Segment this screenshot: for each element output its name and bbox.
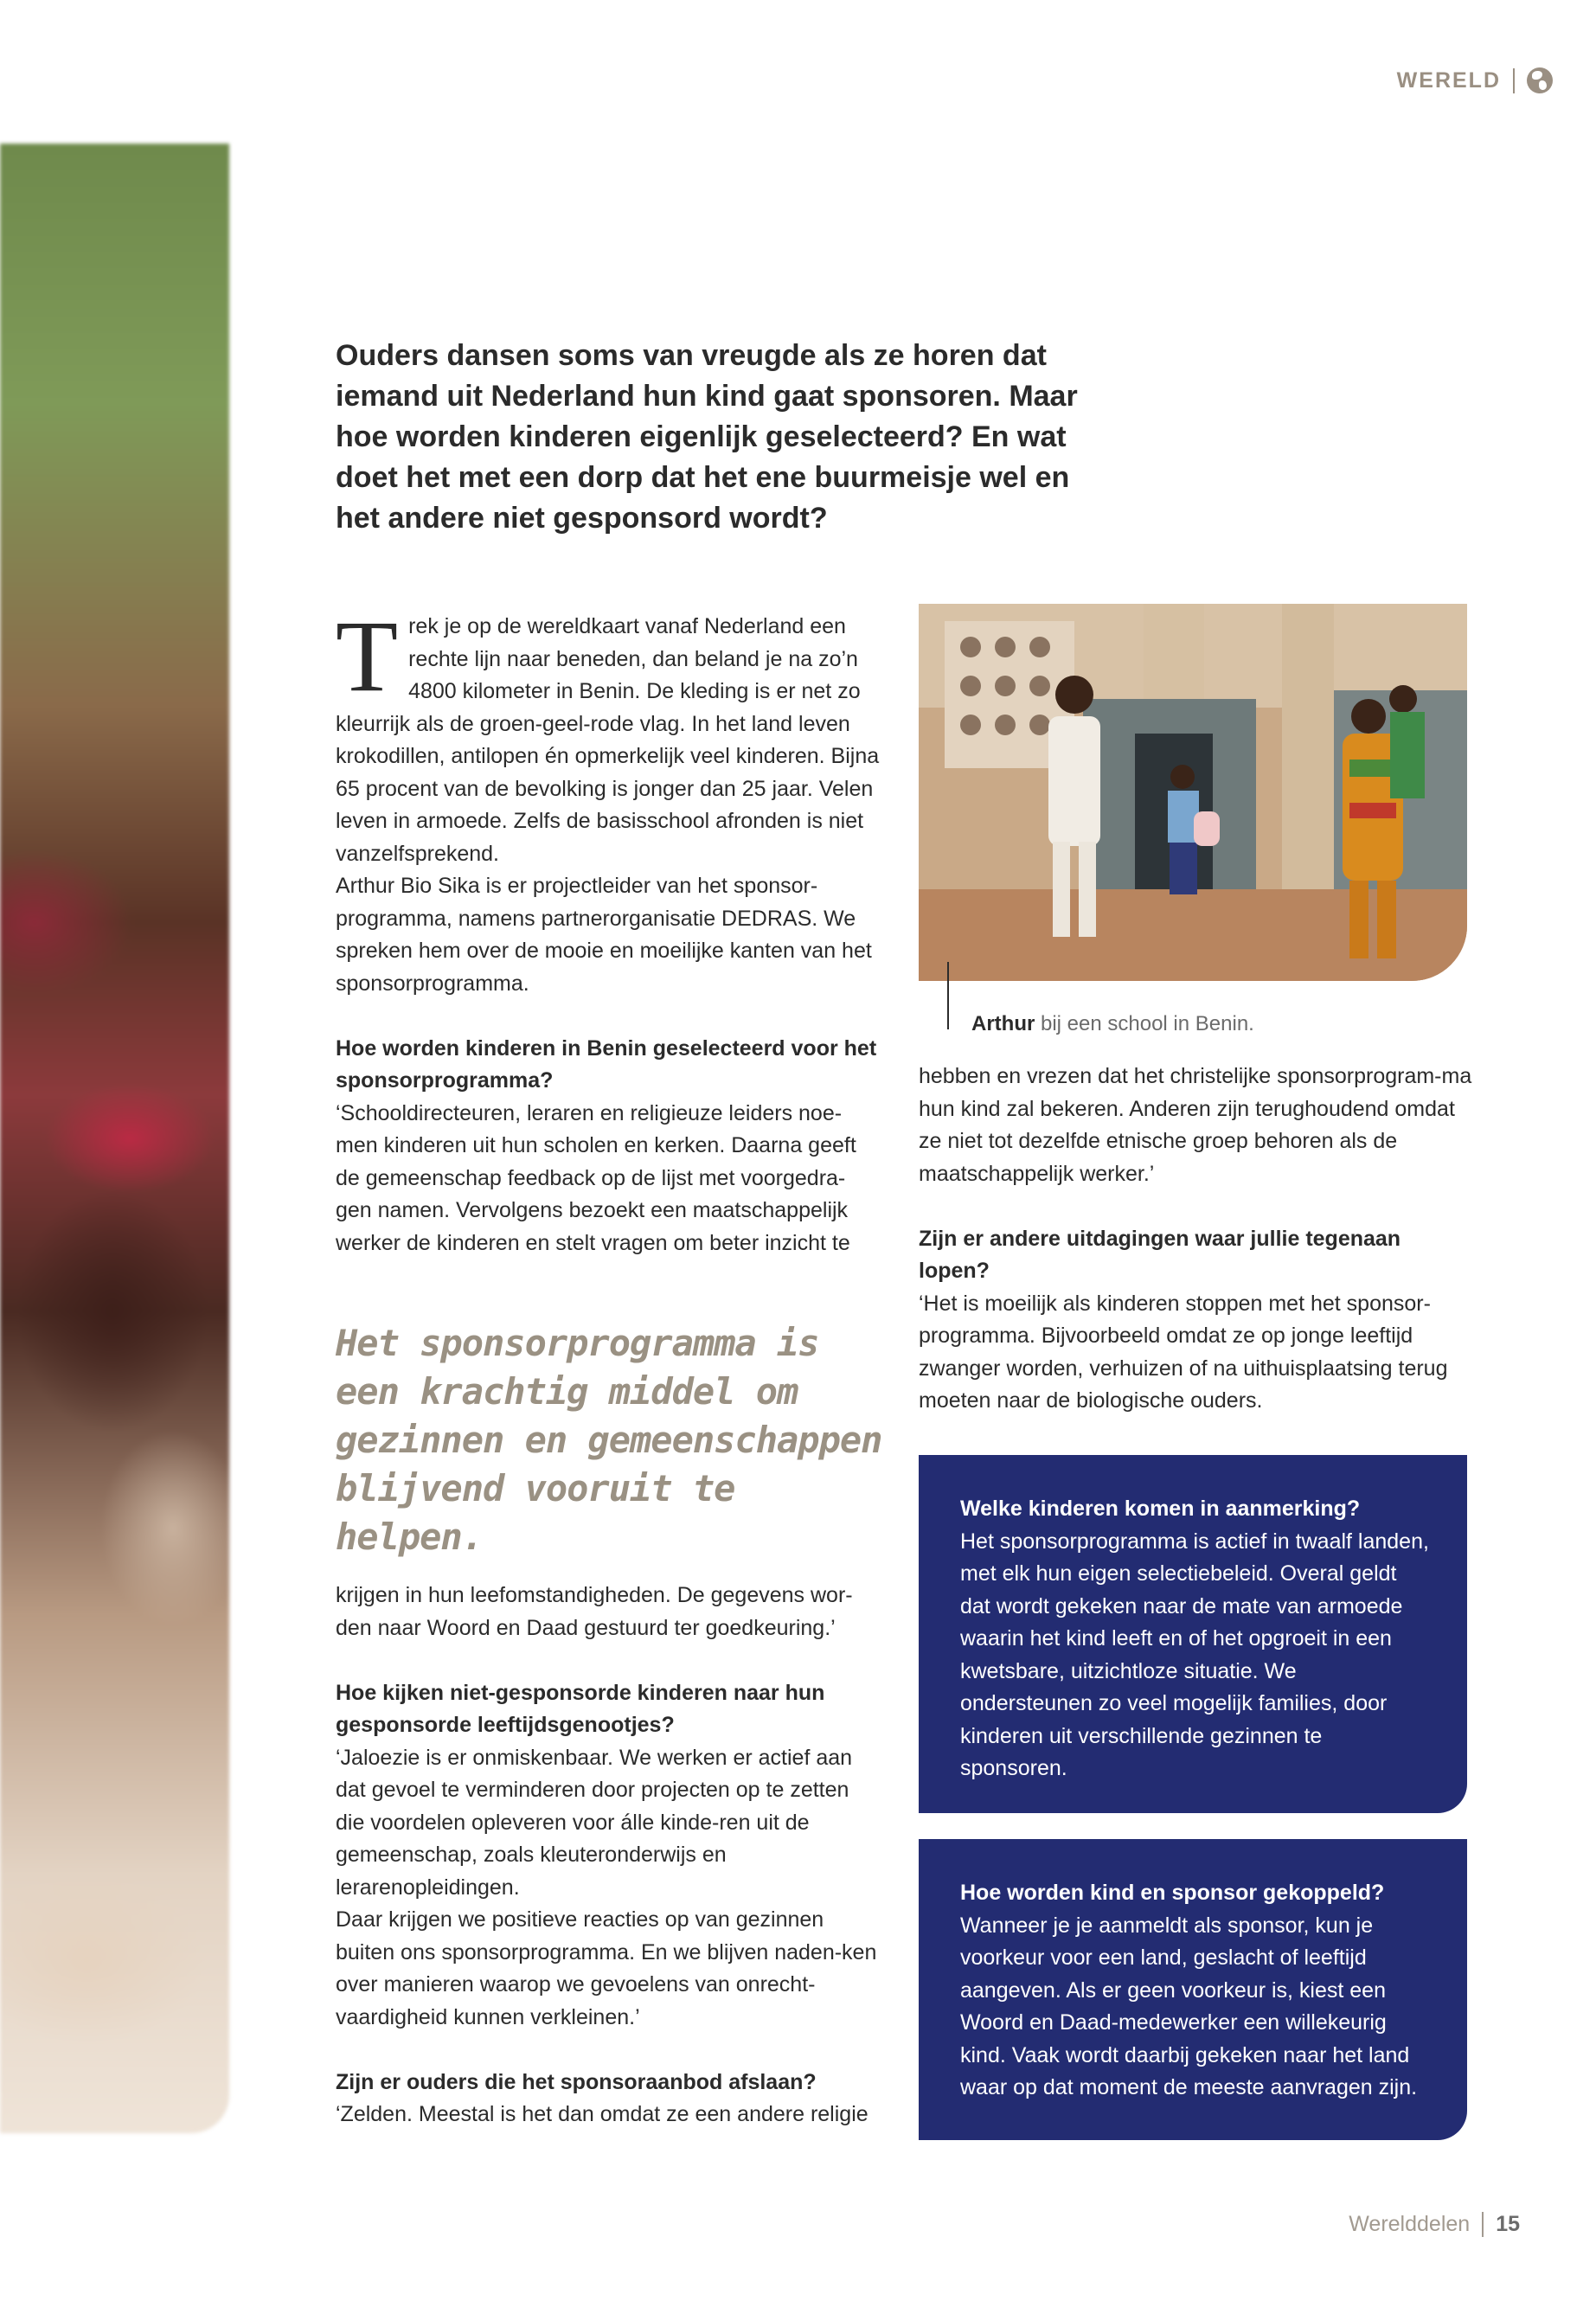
answer-3-continued: hebben en vrezen dat het christelijke sponsorprogram-ma hun kind zal bekeren. Anderen zijn terughoudend omdat ze niet tot dezelfde etnische groep behoren als de maatschappelijk werker.’ [919, 1064, 1472, 1186]
answer-1: ‘Schooldirecteuren, leraren en religieuze leiders noe-men kinderen uit hun scholen en kerken. Daarna geeft de gemeenschap feedback op de lijst met voorgedra-gen namen. Vervolgens bezoekt een maatschappelijk werker de kinderen en stelt vragen om beter inzicht te [336, 1100, 856, 1255]
info-box-eligibility-title: Welke kinderen komen in aanmerking? [960, 1497, 1361, 1521]
photo-caption: Arthur bij een school in Benin. [971, 1012, 1254, 1035]
school-photo-illustration [919, 604, 1467, 981]
page-number: 15 [1496, 2212, 1520, 2236]
footer-label: Werelddelen [1349, 2212, 1484, 2237]
section-label: WERELD [1397, 68, 1515, 93]
intro-lead: Ouders dansen soms van vreugde als ze horen dat iemand uit Nederland hun kind gaat sponsoren. Maar hoe worden kinderen eigenlijk geselecteerd? En wat doet het met een dorp dat het ene buurmeisje wel en het andere niet gesponsord wordt? [336, 339, 1078, 535]
question-3: Zijn er ouders die het sponsoraanbod afslaan? [336, 2069, 817, 2094]
page-header [1397, 67, 1553, 93]
pull-quote: Het sponsorprogramma is een krachtig middel om gezinnen en gemeenschappen blijvend vooruit te helpen. [336, 1322, 882, 1558]
opening-paragraph: Trek je op de wereldkaart vanaf Nederland een rechte lijn naar beneden, dan beland je na zo’n 4800 kilometer in Benin. De kleding is er net zo kleurrijk als de groen-geel-rode vlag. In het land leven krokodillen, antilopen én opmerkelijk veel kinderen. Bijna 65 procent van de bevolking is jonger dan 25 jaar. Velen leven in armoede. Zelfs de basisschool afronden is niet vanzelfsprekend. [336, 599, 880, 866]
left-photo-strip [0, 144, 229, 2133]
right-column [919, 1061, 1472, 1418]
answer-3: ‘Zelden. Meestal is het dan omdat ze een andere religie [336, 2102, 869, 2126]
info-box-matching-title: Hoe worden kind en sponsor gekoppeld? [960, 1881, 1385, 1905]
answer-1-continued: krijgen in hun leefomstandigheden. De gegevens wor-den naar Woord en Daad gestuurd ter goedkeuring.’ [336, 1583, 853, 1640]
left-column-top [336, 599, 881, 1259]
info-box-eligibility-body: Het sponsorprogramma is actief in twaalf landen, met elk hun eigen selectiebeleid. Overal geldt dat wordt gekeken naar de mate van armoede waarin het kind leeft en of het opgroeit in een kwetsbare, uitzichtloze situatie. We ondersteunen zo veel mogelijk families, door kinderen uit verschillende gezinnen te sponsoren. [960, 1529, 1429, 1780]
answer-2-part-1: ‘Jaloezie is er onmiskenbaar. We werken er actief aan dat gevoel te verminderen door projecten op te zetten die voordelen opleveren voor álle kinde-ren uit de gemeenschap, zoals kleuteronderwijs en lerarenopleidingen. [336, 1745, 853, 1900]
question-2: Hoe kijken niet-gesponsorde kinderen naar hun gesponsorde leeftijdsgenootjes? [336, 1680, 825, 1737]
info-box-matching [919, 1839, 1467, 2140]
answer-4: ‘Het is moeilijk als kinderen stoppen met het sponsor-programma. Bijvoorbeeld omdat ze op jonge leeftijd zwanger worden, verhuizen of na uithuisplaatsing terug moeten naar de biologische ouders. [919, 1291, 1448, 1413]
globe-icon [1527, 67, 1553, 93]
question-4: Zijn er andere uitdagingen waar jullie tegenaan lopen? [919, 1226, 1401, 1283]
page-footer [1349, 2212, 1520, 2237]
dropcap: T [336, 599, 399, 713]
school-photo [919, 604, 1467, 981]
left-column-bottom [336, 1580, 881, 2131]
question-1: Hoe worden kinderen in Benin geselecteerd voor het sponsorprogramma? [336, 1035, 877, 1093]
info-box-matching-body: Wanneer je je aanmeldt als sponsor, kun je voorkeur voor een land, geslacht of leeftijd aangeven. Als er geen voorkeur is, kiest een Woord en Daad-medewerker een willekeurig kind. Vaak wordt daarbij gekeken naar het land waar op dat moment de meeste aanvragen zijn. [960, 1913, 1418, 2099]
info-box-eligibility [919, 1455, 1467, 1813]
answer-2-part-2: Daar krijgen we positieve reacties op van gezinnen buiten ons sponsorprogramma. En we blijven naden-ken over manieren waarop we gevoelens van onrecht-vaardigheid kunnen verkleinen.’ [336, 1907, 877, 2029]
caption-rule [947, 962, 949, 1029]
intro-arthur-paragraph: Arthur Bio Sika is er projectleider van het sponsor-programma, namens partnerorganisatie DEDRAS. We spreken hem over de mooie en moeilijke kanten van het sponsorprogramma. [336, 874, 872, 996]
